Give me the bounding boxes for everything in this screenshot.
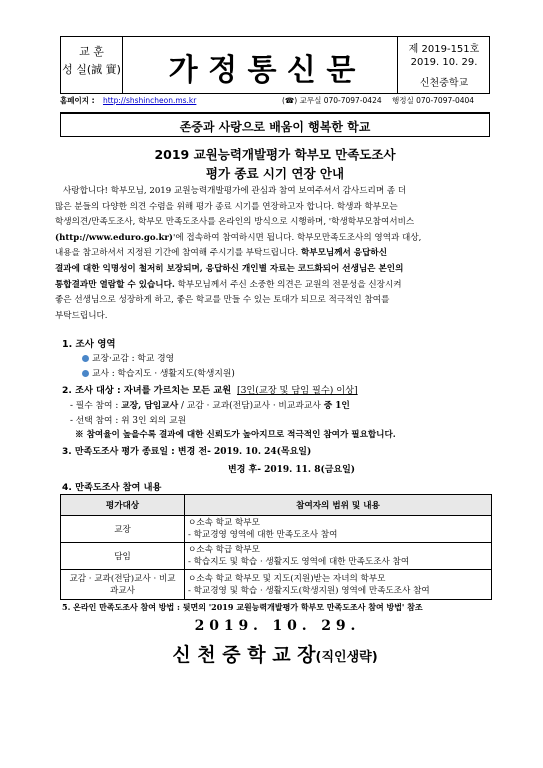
section5-text: 5. 온라인 만족도조사 참여 방법 : 뒷면의 '2019 교원능력개발평가 학부모 만족도조사 참여 방법' 참조 (62, 602, 423, 612)
table-cell-scope (185, 570, 492, 600)
section3-line1 (62, 444, 311, 457)
table-header-row (61, 495, 492, 516)
table-cell-scope (185, 516, 492, 543)
phone-group (282, 95, 474, 106)
scope-line: ㅇ소속 학교 학부모 (188, 518, 260, 528)
intro-line: 많은 분들의 다양한 의견 수렴을 위해 평가 종료 시기를 연장하고자 합니다. 학생과 학부모는 (55, 201, 398, 212)
blue-bullet-icon (82, 355, 89, 362)
section2-title-text: 2. 조사 대상 : 자녀를 가르치는 모든 교원 (62, 385, 232, 396)
intro-emphasis: 학부모님께서 응답하신 (301, 248, 388, 259)
phone-admin: 행정실 070-7097-0404 (392, 96, 475, 105)
section2-title-bracket: [3인(교장 및 담임 필수) 이상] (237, 385, 358, 396)
intro-text: 내용을 참고하셔서 지정된 기간에 참여해 주시기를 부탁드립니다. (55, 248, 301, 259)
participation-note: ※ 참여율이 높을수록 결과에 대한 신뢰도가 높아지므로 적극적인 참여가 필요합니다. (75, 430, 396, 440)
header-box (60, 36, 490, 94)
motto-label: 교 훈 (79, 45, 104, 58)
motto-box (61, 37, 123, 93)
table-cell-target: 교감 · 교과(전담)교사 · 비교과교사 (61, 570, 185, 600)
intro-line (55, 246, 495, 262)
after-label: 변경 후- (228, 465, 265, 475)
table-cell-scope (185, 543, 492, 570)
after-date: 2019. 11. 8(금요일) (264, 465, 356, 475)
doc-info-box (397, 37, 490, 93)
intro-line: 부탁드립니다. (55, 310, 108, 321)
homepage-label: 홈페이지 : (60, 96, 95, 105)
intro-line (55, 278, 495, 294)
intro-line (55, 231, 495, 247)
principal-signature (60, 640, 490, 667)
required-participation (70, 398, 350, 411)
intro-line: 학생의견/만족도조사, 학부모 만족도조사를 온라인의 방식으로 시행하며, '학생학부모참여서비스 (55, 217, 415, 228)
participation-table (60, 494, 492, 600)
homepage-link[interactable]: http://shshincheon.ms.kr (102, 96, 197, 105)
table-row (61, 543, 492, 570)
intro-line: 결과에 대한 익명성이 철저히 보장되며, 응답하신 개인별 자료는 코드화되어 선생님은 본인의 (55, 263, 404, 274)
section2-title (62, 382, 358, 396)
phone-icon: (☎) (282, 96, 298, 105)
section1-item (82, 351, 174, 364)
principal-name: 신 천 중 학 교 장 (172, 644, 316, 666)
before-date: 2019. 10. 24(목요일) (213, 447, 312, 457)
req-count: 중 1인 (323, 401, 350, 411)
seal-omitted: (직인생략) (315, 650, 378, 665)
doc-date: 2019. 10. 29. (410, 57, 478, 68)
scope-line: - 학교경영 및 학습 · 생활지도(학생지원) 영역에 만족도조사 참여 (188, 585, 430, 596)
table-header-target: 평가대상 (61, 495, 185, 516)
table-row (61, 516, 492, 543)
phone-staff: 교무실 070-7097-0424 (299, 96, 382, 105)
req-label: - 필수 참여 : (70, 401, 122, 411)
table-header-scope: 참여자의 범위 및 내용 (185, 495, 492, 516)
scope-line: ㅇ소속 학교 학부모 및 지도(지원)받는 자녀의 학부모 (188, 573, 386, 584)
scope-line: ㅇ소속 학급 학부모 (188, 545, 260, 555)
eduro-url: (http://www.eduro.go.kr) (55, 232, 173, 243)
doc-number: 제 2019-151호 (408, 44, 480, 55)
table-cell-target: 교장 (61, 516, 185, 543)
intro-text: '에 접속하여 참여하시면 됩니다. 학부모만족도조사의 영역과 대상, (173, 232, 422, 243)
section1-item-text: 교사 : 학습지도 · 생활지도(학생지원) (92, 369, 235, 379)
contact-line (60, 95, 490, 109)
intro-line: 사랑합니다! 학부모님, 2019 교원능력개발평가에 관심과 참여 보여주셔서 감사드리며 좀 더 (63, 186, 407, 196)
req-required: 교장, 담임교사 (121, 401, 179, 411)
newsletter-title: 가 정 통 신 문 (168, 53, 356, 88)
intro-text: 학부모님께서 주신 소중한 의견은 교원의 전문성을 신장시켜 (174, 279, 402, 290)
intro-paragraph (55, 184, 495, 324)
motto-text: 성 실(誠 實) (62, 63, 121, 76)
table-row (61, 570, 492, 600)
section3-title: 3. 만족도조사 평가 종료일 : 변경 전- (62, 447, 214, 457)
section3-line2 (228, 462, 355, 475)
section1-item (82, 366, 235, 379)
blue-bullet-icon (82, 370, 89, 377)
table-cell-target: 담임 (61, 543, 185, 570)
footer-date: 2 0 1 9 . 1 0 . 2 9 . (194, 618, 356, 634)
notice-heading-1: 2019 교원능력개발평가 학부모 만족도조사 (154, 147, 396, 162)
school-name: 신천중학교 (419, 78, 469, 89)
notice-heading-2: 평가 종료 시기 연장 안내 (205, 166, 345, 181)
intro-emphasis: 통합결과만 열람할 수 있습니다. (55, 279, 175, 290)
section4-title: 4. 만족도조사 참여 내용 (62, 482, 162, 493)
slogan-box (60, 112, 490, 137)
intro-line: 좋은 선생님으로 성장하게 하고, 좋은 학교를 만들 수 있는 토대가 되므로 적극적인 참여를 (55, 295, 390, 306)
school-slogan: 존중과 사랑으로 배움이 행복한 학교 (179, 120, 371, 134)
section1-title: 1. 조사 영역 (62, 339, 116, 350)
req-others: / 교감 · 교과(전담)교사 · 비교과교사 (178, 401, 324, 411)
optional-participation: - 선택 참여 : 위 3인 외의 교원 (70, 416, 187, 426)
scope-line: - 학교경영 영역에 대한 만족도조사 참여 (188, 530, 338, 540)
scope-line: - 학습지도 및 학습 · 생활지도 영역에 대한 만족도조사 참여 (188, 557, 410, 567)
section1-item-text: 교장·교감 : 학교 경영 (92, 354, 175, 364)
